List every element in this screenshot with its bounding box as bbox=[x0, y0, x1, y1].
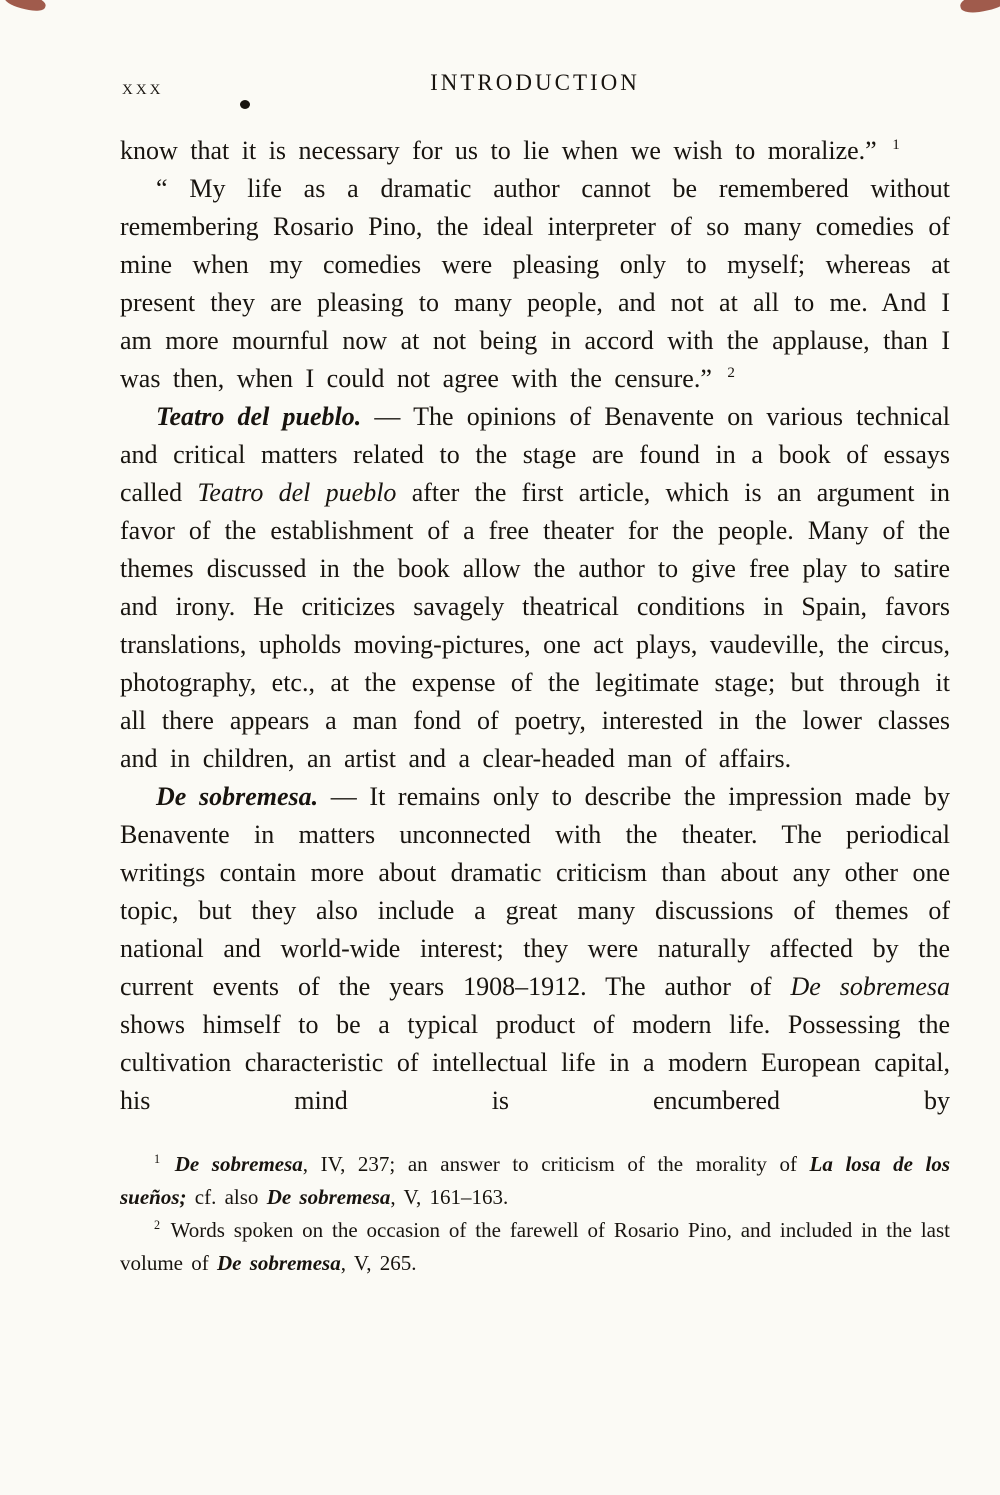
body-text bbox=[120, 132, 950, 1120]
text-segment: “ My life as a dramatic author cannot be remembered without remembering Rosario Pino, the ideal interpreter of so many comedies of mine when my comedies were pleasing only to myself; whereas at present they are pleasing to many people, and not at all to me. And I am more mournful now at not being in accord with the applause, than I was then, when I could not agree with the censure.” bbox=[120, 174, 950, 393]
paragraph bbox=[120, 132, 950, 170]
text-segment bbox=[162, 1152, 175, 1176]
text-segment: — It remains only to describe the impression made by Benavente in matters unconnected with the theater. The periodical writings contain more about dramatic criticism than about any other one topic, but they also include a great many discussions of themes of national and world-wide interest; they were naturally affected by the current events of the years 1908–1912. The author of bbox=[120, 782, 950, 1001]
text-segment: Teatro del pueblo. bbox=[156, 402, 362, 431]
text-segment: cf. also bbox=[186, 1185, 267, 1209]
paragraph bbox=[120, 170, 950, 398]
footnote bbox=[120, 1214, 950, 1280]
text-segment: De sobremesa. bbox=[156, 782, 319, 811]
footnote-marker: 2 bbox=[154, 1218, 161, 1232]
running-title: INTRODUCTION bbox=[430, 70, 640, 95]
text-segment: Teatro del pueblo bbox=[197, 478, 397, 507]
page-header bbox=[120, 70, 950, 106]
text-segment: De sobremesa bbox=[216, 1251, 341, 1275]
page-content bbox=[120, 70, 950, 1280]
text-segment: De sobremesa bbox=[266, 1185, 391, 1209]
paragraph bbox=[120, 398, 950, 778]
text-segment: know that it is necessary for us to lie when we wish to moralize.” bbox=[120, 136, 890, 165]
paragraph bbox=[120, 778, 950, 1120]
text-segment: , V, 265. bbox=[340, 1251, 417, 1275]
text-segment: Words spoken on the occasion of the farewell of Rosario Pino, and included in the last volume of bbox=[120, 1218, 950, 1275]
page-number: xxx bbox=[122, 74, 164, 99]
scan-artifact-top-left bbox=[3, 0, 47, 14]
scan-artifact-top-right bbox=[959, 0, 1000, 16]
footnotes bbox=[120, 1148, 950, 1280]
footnote-marker: 2 bbox=[727, 365, 735, 382]
text-segment: De sobremesa bbox=[790, 972, 951, 1001]
text-segment: De sobremesa bbox=[174, 1152, 303, 1176]
text-segment: after the first article, which is an argument in favor of the establishment of a free theater for the people. Many of the themes discussed in the book allow the author to give free play to satire and irony. He criticizes savagely theatrical conditions in Spain, favors translations, upholds moving-pictures, one act plays, vaudeville, the circus, photography, etc., at the expense of the legitimate stage; but through it all there appears a man fond of poetry, interested in the lower classes and in children, an artist and a clear-headed man of affairs. bbox=[120, 478, 950, 773]
footnote bbox=[120, 1148, 950, 1214]
text-segment: shows himself to be a typical product of modern life. Possessing the cultivation characteristic of intellectual life in a modern European capital, his mind is encumbered by bbox=[120, 1010, 950, 1115]
text-segment: , IV, 237; an answer to criticism of the morality of bbox=[302, 1152, 810, 1176]
footnote-marker: 1 bbox=[154, 1152, 161, 1166]
text-segment: , V, 161–163. bbox=[390, 1185, 509, 1209]
text-segment: — The opinions of Benavente on various technical and critical matters related to the stage are found in a book of essays called bbox=[120, 402, 950, 507]
text-segment: La losa de los sueños; bbox=[120, 1152, 951, 1209]
footnote-marker: 1 bbox=[892, 137, 900, 154]
